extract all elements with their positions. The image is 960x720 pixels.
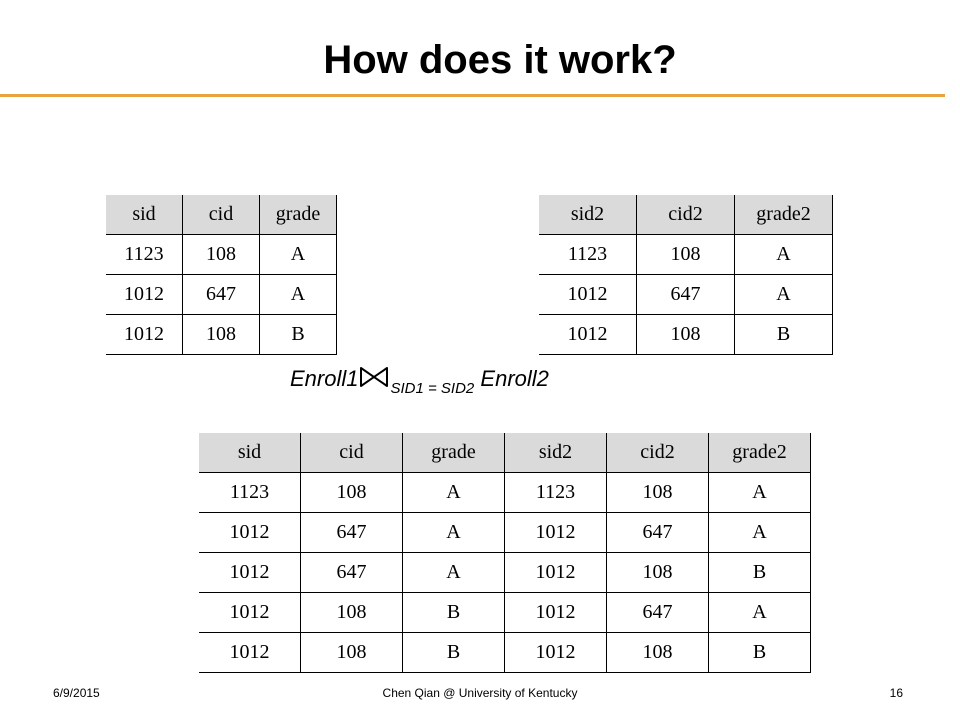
table-row (106, 275, 337, 315)
table-cell: 647 (637, 275, 735, 315)
table-cell: 1012 (199, 593, 301, 633)
column-header: grade2 (709, 433, 811, 473)
enroll2-table (539, 195, 833, 355)
footer-date: 6/9/2015 (53, 686, 100, 700)
table-row (106, 235, 337, 275)
join-condition: SID1 = SID2 (390, 380, 475, 397)
table-cell: 1012 (505, 593, 607, 633)
table-header-row (199, 433, 811, 473)
table-cell: 1012 (539, 315, 637, 355)
table-cell: 1012 (539, 275, 637, 315)
column-header: sid (106, 195, 183, 235)
table-cell: 108 (301, 473, 403, 513)
table-cell: 108 (637, 315, 735, 355)
table-cell: B (709, 553, 811, 593)
table-cell: 108 (607, 633, 709, 673)
table-cell: A (735, 275, 833, 315)
table-row (199, 553, 811, 593)
table-cell: B (403, 633, 505, 673)
table-cell: 1012 (199, 553, 301, 593)
slide-title: How does it work? (323, 38, 677, 82)
table-cell: 108 (183, 315, 260, 355)
join-right-relation: Enroll2 (480, 366, 549, 391)
table-cell: 1012 (106, 275, 183, 315)
column-header: cid (301, 433, 403, 473)
table-cell: 108 (637, 235, 735, 275)
bowtie-join-icon (359, 366, 389, 394)
table-row (199, 513, 811, 553)
table-row (539, 315, 833, 355)
table-cell: B (260, 315, 337, 355)
table-cell: A (403, 513, 505, 553)
join-expression (290, 366, 549, 397)
table-cell: 1123 (199, 473, 301, 513)
table-cell: 108 (301, 633, 403, 673)
column-header: grade (403, 433, 505, 473)
column-header: grade2 (735, 195, 833, 235)
table-cell: 1123 (106, 235, 183, 275)
table-cell: 1012 (505, 513, 607, 553)
column-header: grade (260, 195, 337, 235)
footer-author: Chen Qian @ University of Kentucky (382, 686, 578, 700)
join-left-relation: Enroll1 (290, 366, 359, 391)
table-cell: B (403, 593, 505, 633)
table-cell: 647 (607, 513, 709, 553)
column-header: sid2 (505, 433, 607, 473)
table-cell: 1123 (505, 473, 607, 513)
table-cell: 1012 (199, 513, 301, 553)
table-cell: 647 (183, 275, 260, 315)
table-row (539, 235, 833, 275)
footer-page-number: 16 (889, 686, 903, 700)
table-cell: A (709, 593, 811, 633)
table-row (199, 473, 811, 513)
table-cell: 108 (183, 235, 260, 275)
column-header: cid (183, 195, 260, 235)
column-header: cid2 (637, 195, 735, 235)
table-header-row (106, 195, 337, 235)
table-cell: B (709, 633, 811, 673)
table-cell: 1012 (199, 633, 301, 673)
column-header: cid2 (607, 433, 709, 473)
table-cell: A (403, 553, 505, 593)
join-result-table (199, 433, 811, 673)
table-cell: B (735, 315, 833, 355)
table-header-row (539, 195, 833, 235)
table-cell: 108 (607, 553, 709, 593)
table-cell: A (709, 513, 811, 553)
table-cell: A (260, 275, 337, 315)
enroll1-table (106, 195, 337, 355)
table-cell: 1012 (106, 315, 183, 355)
column-header: sid2 (539, 195, 637, 235)
table-cell: A (403, 473, 505, 513)
table-row (539, 275, 833, 315)
table-cell: 647 (301, 513, 403, 553)
table-cell: 647 (607, 593, 709, 633)
table-cell: 647 (301, 553, 403, 593)
column-header: sid (199, 433, 301, 473)
table-cell: A (709, 473, 811, 513)
table-row (199, 633, 811, 673)
table-cell: 108 (607, 473, 709, 513)
table-cell: A (260, 235, 337, 275)
table-cell: 1123 (539, 235, 637, 275)
table-cell: 108 (301, 593, 403, 633)
table-row (106, 315, 337, 355)
table-row (199, 593, 811, 633)
title-divider (0, 94, 945, 97)
table-cell: 1012 (505, 553, 607, 593)
table-cell: 1012 (505, 633, 607, 673)
table-cell: A (735, 235, 833, 275)
